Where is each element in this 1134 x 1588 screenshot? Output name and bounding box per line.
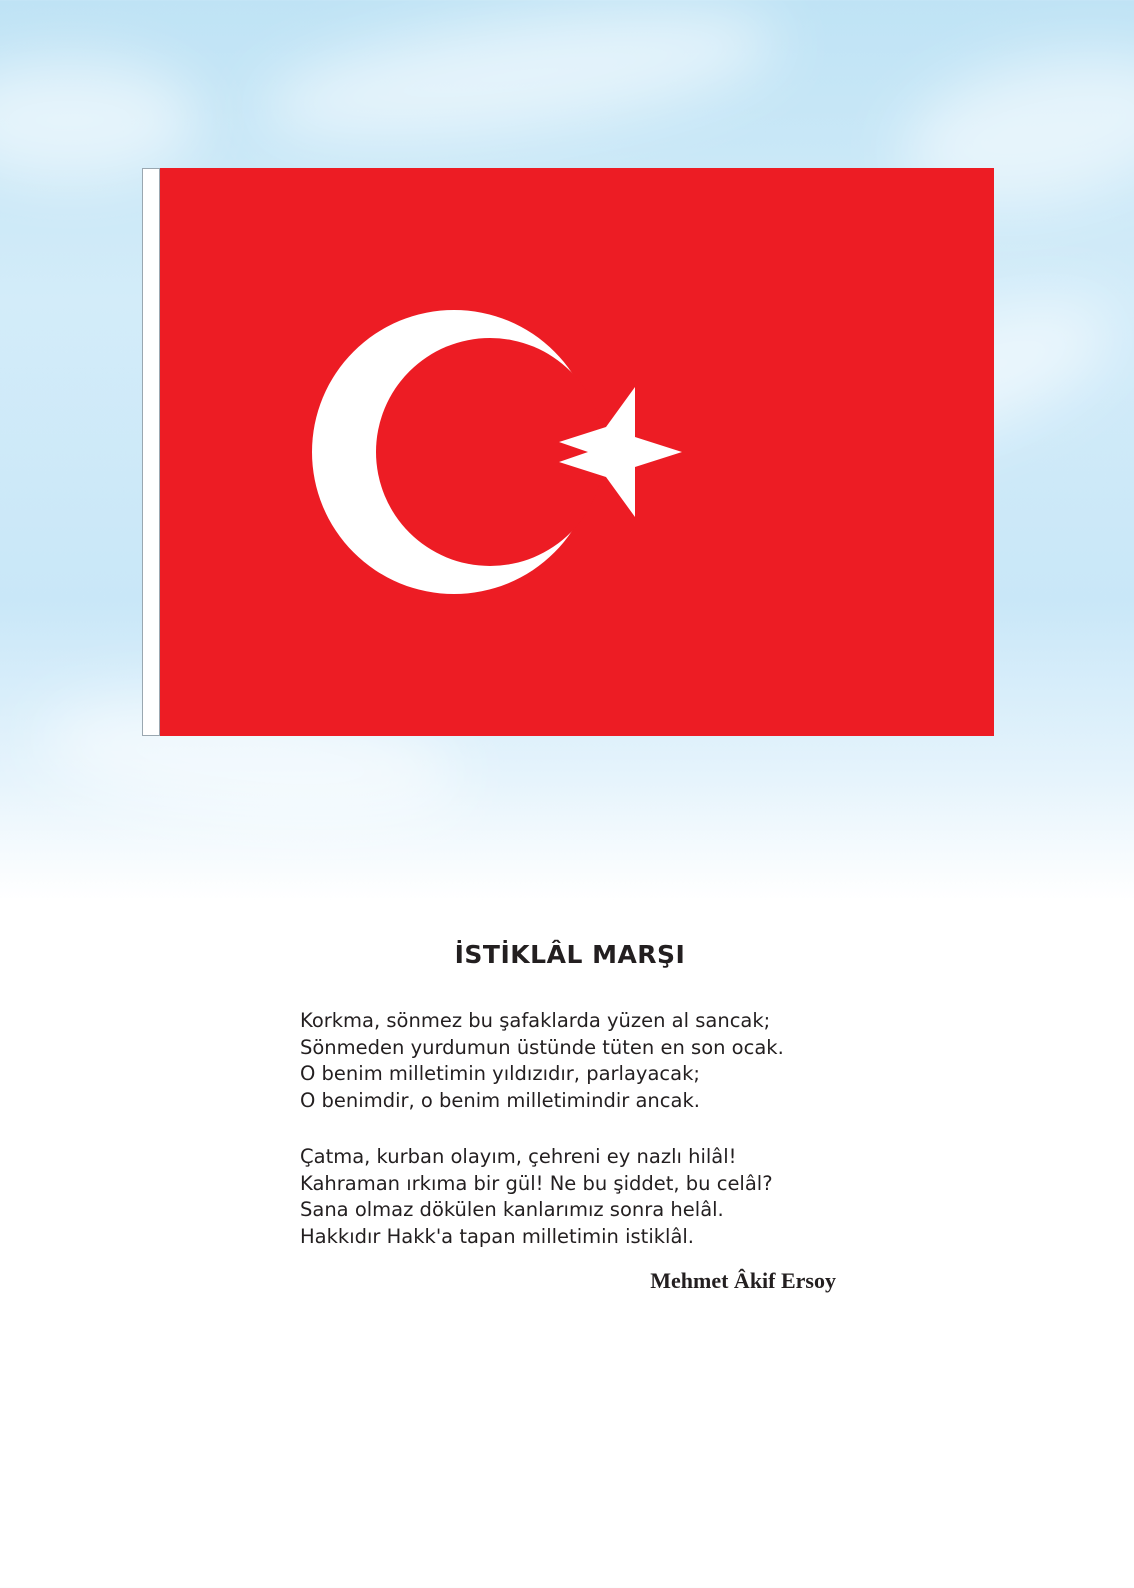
stanza-line: Korkma, sönmez bu şafaklarda yüzen al sancak; [300, 1009, 771, 1032]
stanza-line: O benim milletimin yıldızıdır, parlayacak; [300, 1062, 700, 1085]
stanza-line: O benimdir, o benim milletimindir ancak. [300, 1088, 700, 1112]
sky-cloud [0, 60, 200, 180]
stanza-line: Çatma, kurban olayım, çehreni ey nazlı hilâl! [300, 1145, 737, 1168]
stanza-line: Kahraman ırkıma bir gül! Ne bu şiddet, bu celâl? [300, 1171, 773, 1195]
stanza-line: Sana olmaz dökülen kanlarımız sonra helâl. [300, 1198, 724, 1221]
stanza-line: Hakkıdır Hakk'a tapan milletimin istiklâl. [300, 1224, 695, 1248]
flag-hoist [142, 168, 160, 736]
turkish-flag [142, 168, 994, 736]
stanza-2 [300, 1144, 773, 1250]
sky-cloud [255, 0, 785, 166]
stanza-1 [300, 1008, 784, 1114]
flag-field [160, 168, 994, 736]
author-name: Mehmet Âkif Ersoy [650, 1268, 836, 1293]
anthem-title: İSTİKLÂL MARŞI [454, 940, 686, 969]
stanza-line: Sönmeden yurdumun üstünde tüten en son ocak. [300, 1035, 784, 1059]
